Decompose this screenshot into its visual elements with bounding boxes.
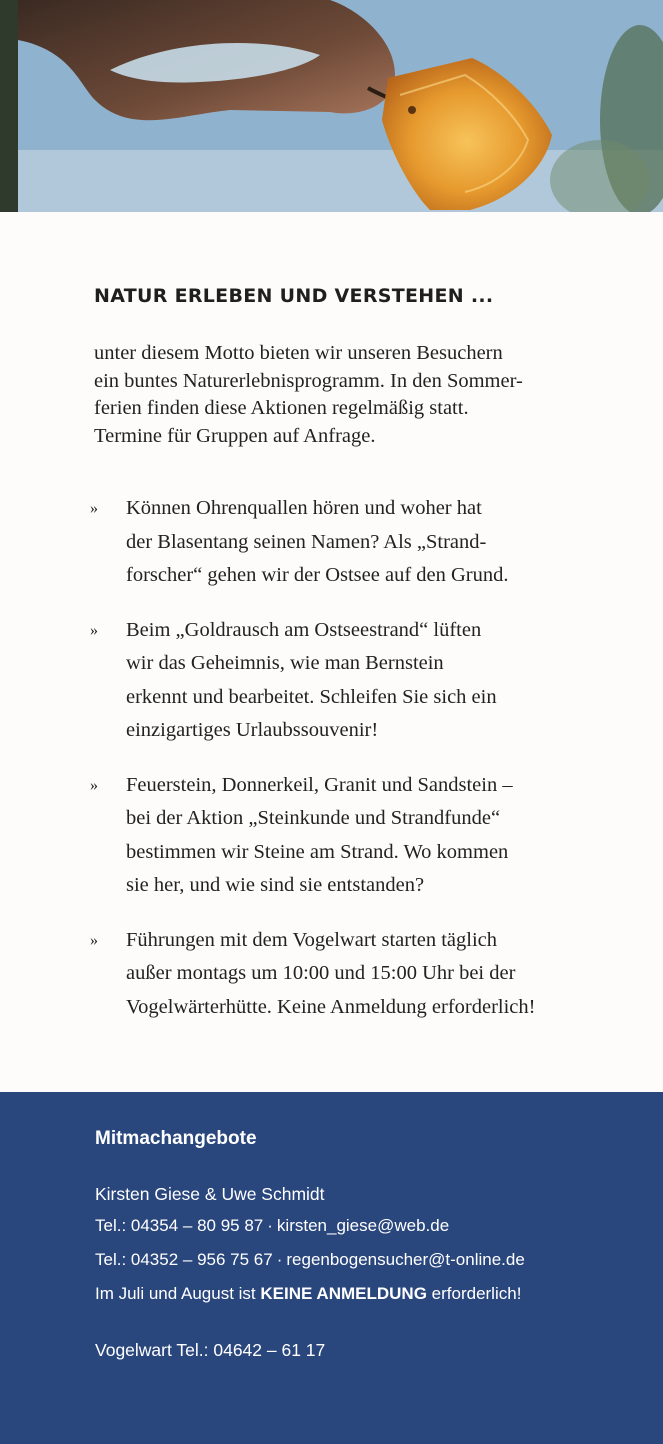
item-line: einzigartiges Urlaubssouvenir! [126,719,379,741]
program-section [0,212,663,1092]
phone-number: Tel.: 04352 – 956 75 67 [95,1250,273,1269]
intro-paragraph [94,340,614,450]
item-line: Führungen mit dem Vogelwart starten täglich [126,928,498,951]
vogelwart-phone: Vogelwart Tel.: 04642 – 61 17 [95,1340,326,1360]
phone-number: Tel.: 04354 – 80 95 87 [95,1216,264,1235]
contact-title: Mitmachangebote [95,1128,257,1149]
bullet-marker: » [90,500,98,517]
contact-line-giese [95,1216,449,1236]
item-line: bestimmen wir Steine am Strand. Wo kommen [126,840,509,863]
item-line: der Blasentang seinen Namen? Als „Strand- [126,530,487,553]
separator: · [267,1216,273,1235]
item-line: bei der Aktion „Steinkunde und Strandfunde“ [126,807,501,829]
item-line: Feuerstein, Donnerkeil, Granit und Sandstein – [126,773,513,796]
item-line: Vogelwärterhütte. Keine Anmeldung erforderlich! [126,995,536,1018]
item-line: außer montags um 10:00 und 15:00 Uhr bei der [126,962,516,984]
activity-list [90,492,610,1045]
intro-line: unter diesem Motto bieten wir unseren Besuchern [94,342,503,364]
hero-photo [0,0,663,212]
section-heading: NATUR ERLEBEN UND VERSTEHEN ... [94,285,494,307]
item-line: forscher“ gehen wir der Ostsee auf den Grund. [126,564,509,586]
item-line: sie her, und wie sind sie entstanden? [126,874,425,896]
intro-line: ferien finden diese Aktionen regelmäßig statt. [94,397,469,419]
contact-line-schmidt [95,1250,525,1270]
intro-line: ein buntes Naturerlebnisprogramm. In den Sommer- [94,369,523,392]
registration-notice [95,1284,521,1304]
amber-in-hand-image [0,0,663,212]
bullet-marker: » [90,776,98,794]
notice-text: Im Juli und August ist [95,1284,256,1303]
activity-item-goldrausch [90,614,610,748]
item-line: erkennt und bearbeitet. Schleifen Sie sich ein [126,685,497,708]
activity-item-vogelwart [90,924,610,1025]
bullet-marker: » [90,621,98,639]
email-link[interactable]: kirsten_giese@web.de [276,1216,450,1235]
notice-text: erforderlich! [431,1284,522,1303]
item-line: Können Ohrenquallen hören und woher hat [126,497,482,519]
email-link[interactable]: regenbogensucher@t-online.de [286,1250,525,1269]
activity-item-strandforscher [90,492,610,593]
intro-line: Termine für Gruppen auf Anfrage. [94,424,376,447]
contact-names: Kirsten Giese & Uwe Schmidt [95,1184,325,1204]
contact-panel [0,1092,663,1444]
bullet-marker: » [90,931,98,949]
notice-emphasis: KEINE ANMELDUNG [260,1284,427,1303]
item-line: wir das Geheimnis, wie man Bernstein [126,652,444,674]
separator: · [276,1250,283,1269]
item-line: Beim „Goldrausch am Ostseestrand“ lüften [126,618,482,641]
activity-item-steinkunde [90,769,610,903]
